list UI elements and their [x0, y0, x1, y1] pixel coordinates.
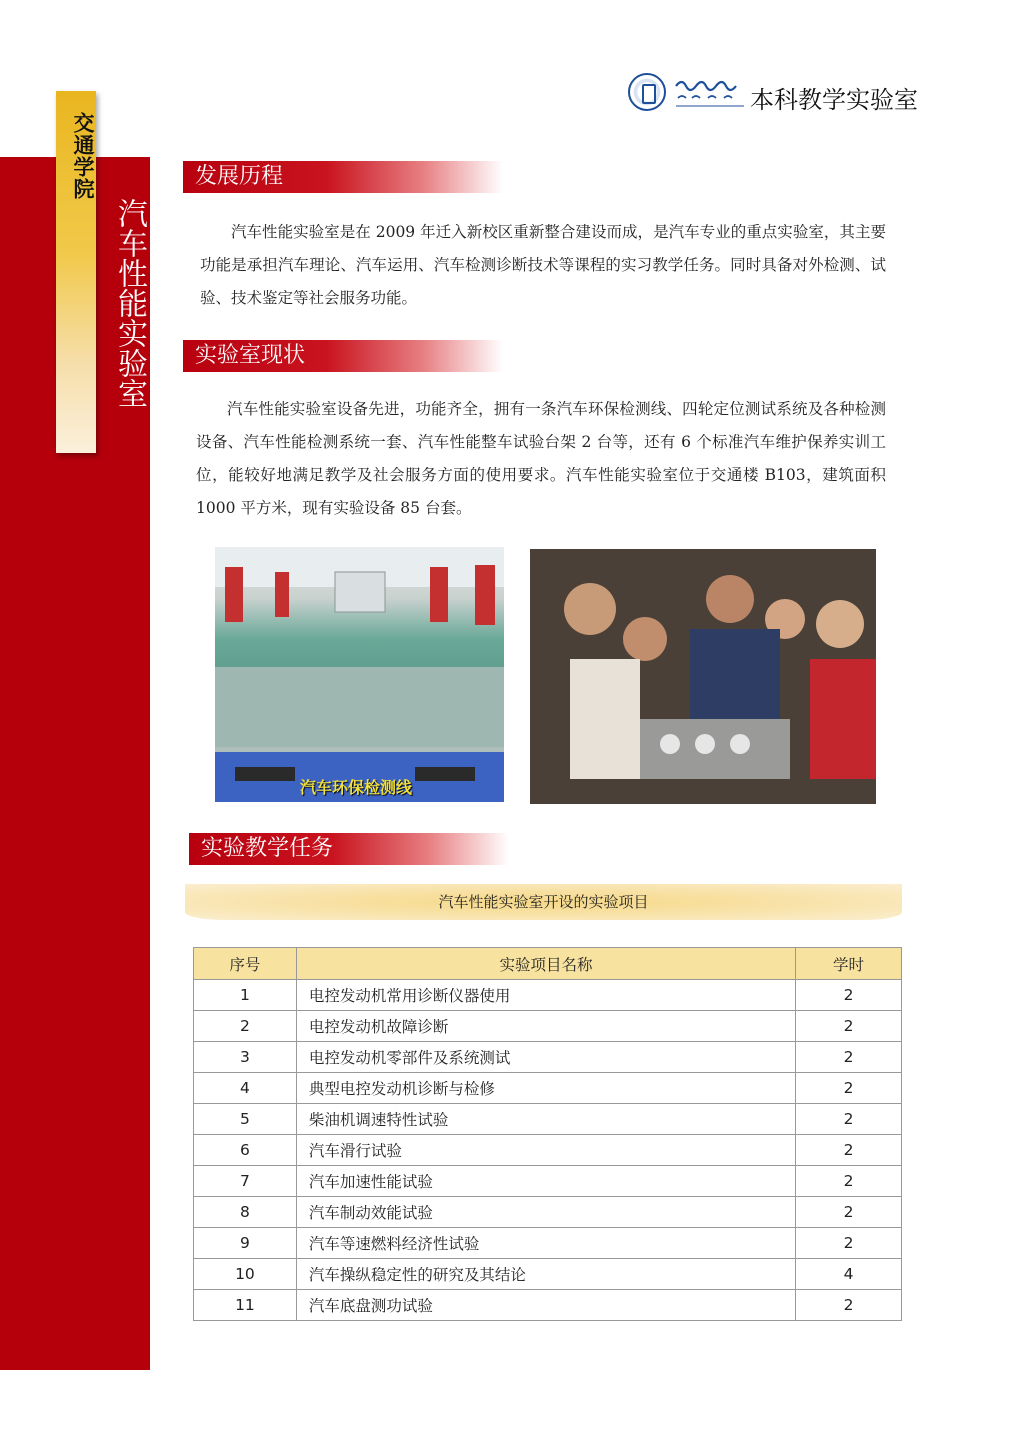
- section-heading-tasks: 实验教学任务: [189, 833, 509, 865]
- row-hours: 2: [796, 1290, 902, 1321]
- students-training-scene: [530, 549, 876, 804]
- table-row: [194, 1042, 902, 1073]
- row-number: 4: [194, 1073, 297, 1104]
- table-row: [194, 1011, 902, 1042]
- column-header-hours: 学时: [796, 948, 902, 980]
- table-row: [194, 1228, 902, 1259]
- experiment-table: [193, 947, 902, 1321]
- row-number: 6: [194, 1135, 297, 1166]
- section-heading-history: 发展历程: [183, 161, 503, 193]
- photo-caption: 汽车环保检测线: [300, 778, 413, 797]
- table-row: [194, 1073, 902, 1104]
- inspection-line-photo: [215, 547, 504, 802]
- row-name: 汽车底盘测功试验: [296, 1290, 795, 1321]
- table-row: [194, 1290, 902, 1321]
- university-logo-script-icon: [672, 74, 748, 110]
- row-hours: 2: [796, 1104, 902, 1135]
- row-name: 电控发动机零部件及系统测试: [296, 1042, 795, 1073]
- inspection-line-scene: [215, 547, 504, 802]
- lab-vertical-title: 汽车性能实验室: [112, 198, 147, 408]
- table-row: [194, 1259, 902, 1290]
- row-number: 8: [194, 1197, 297, 1228]
- page-header-title: 本科教学实验室: [750, 86, 918, 114]
- row-number: 2: [194, 1011, 297, 1042]
- row-hours: 2: [796, 1228, 902, 1259]
- row-name: 汽车滑行试验: [296, 1135, 795, 1166]
- row-number: 5: [194, 1104, 297, 1135]
- row-number: 1: [194, 980, 297, 1011]
- table-row: [194, 1104, 902, 1135]
- row-hours: 2: [796, 1073, 902, 1104]
- row-name: 柴油机调速特性试验: [296, 1104, 795, 1135]
- column-header-number: 序号: [194, 948, 297, 980]
- university-seal-icon: [628, 73, 666, 111]
- college-name: 交通学院: [71, 112, 96, 200]
- row-name: 汽车加速性能试验: [296, 1166, 795, 1197]
- table-header-row: [194, 948, 902, 980]
- row-name: 汽车等速燃料经济性试验: [296, 1228, 795, 1259]
- table-row: [194, 980, 902, 1011]
- row-hours: 4: [796, 1259, 902, 1290]
- column-header-name: 实验项目名称: [296, 948, 795, 980]
- table-row: [194, 1135, 902, 1166]
- row-hours: 2: [796, 1166, 902, 1197]
- table-row: [194, 1166, 902, 1197]
- row-number: 3: [194, 1042, 297, 1073]
- status-paragraph: 汽车性能实验室设备先进，功能齐全，拥有一条汽车环保检测线、四轮定位测试系统及各种检测设备、汽车性能检测系统一套、汽车性能整车试验台架 2 台等，还有 6 个标准汽车维护保养实训工位，能较好地满足教学及社会服务方面的使用要求。汽车性能实验室位于交通楼 B103，建筑面积 1000 平方米，现有实验设备 85 台套。: [196, 400, 886, 517]
- row-hours: 2: [796, 1011, 902, 1042]
- row-hours: 2: [796, 980, 902, 1011]
- section-heading-status: 实验室现状: [183, 340, 503, 372]
- history-paragraph: 汽车性能实验室是在 2009 年迁入新校区重新整合建设而成，是汽车专业的重点实验室，其主要功能是承担汽车理论、汽车运用、汽车检测诊断技术等课程的实习教学任务。同时具备对外检测、试验、技术鉴定等社会服务功能。: [200, 223, 886, 307]
- row-name: 汽车制动效能试验: [296, 1197, 795, 1228]
- row-hours: 2: [796, 1135, 902, 1166]
- table-banner: 汽车性能实验室开设的实验项目: [185, 884, 902, 920]
- row-hours: 2: [796, 1042, 902, 1073]
- row-name: 电控发动机常用诊断仪器使用: [296, 980, 795, 1011]
- table-row: [194, 1197, 902, 1228]
- row-name: 汽车操纵稳定性的研究及其结论: [296, 1259, 795, 1290]
- row-number: 9: [194, 1228, 297, 1259]
- row-hours: 2: [796, 1197, 902, 1228]
- row-name: 电控发动机故障诊断: [296, 1011, 795, 1042]
- row-name: 典型电控发动机诊断与检修: [296, 1073, 795, 1104]
- students-training-photo: [530, 549, 876, 804]
- row-number: 11: [194, 1290, 297, 1321]
- row-number: 7: [194, 1166, 297, 1197]
- row-number: 10: [194, 1259, 297, 1290]
